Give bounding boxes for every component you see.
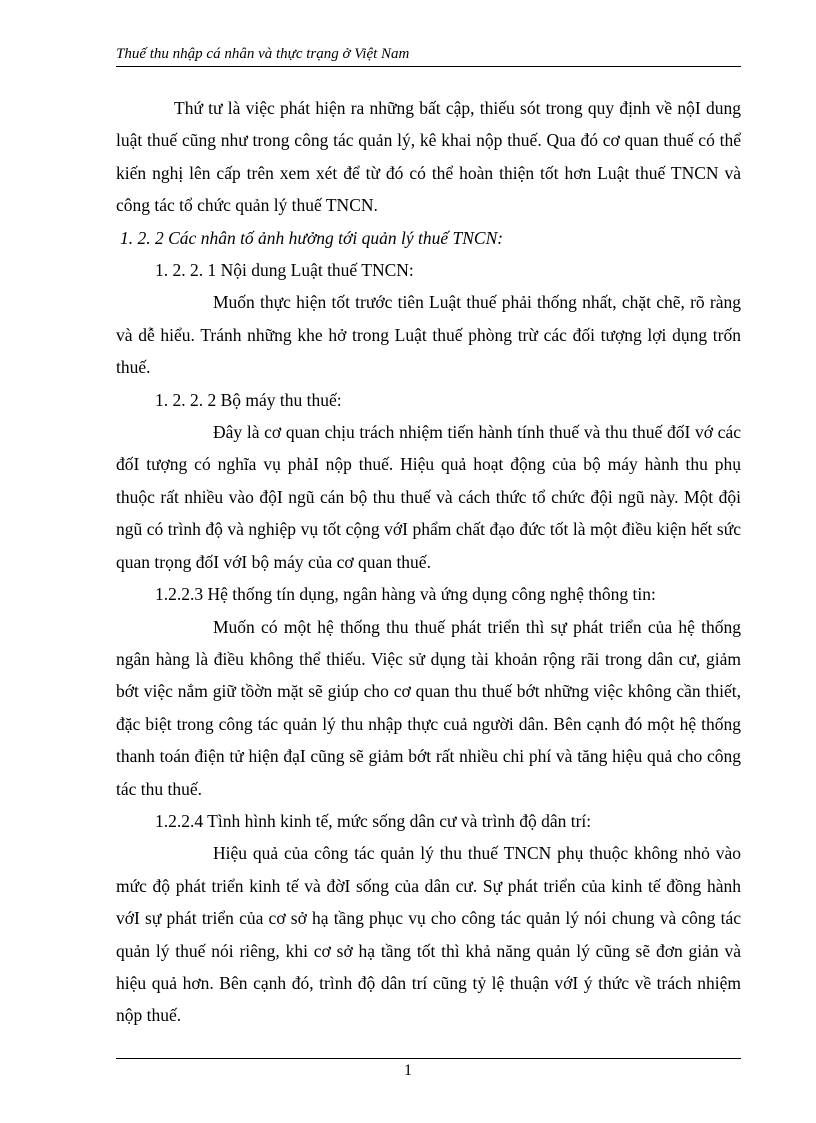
subsection-heading: 1. 2. 2. 1 Nội dung Luật thuế TNCN: bbox=[155, 260, 414, 281]
section-heading: 1. 2. 2 Các nhân tố ảnh hưởng tới quản lý thuế TNCN: bbox=[120, 227, 504, 248]
page-header bbox=[116, 44, 741, 67]
subsection-heading: 1.2.2.4 Tình hình kinh tế, mức sống dân cư và trình độ dân trí: bbox=[155, 810, 592, 831]
paragraph: Hiệu quả của công tác quản lý thu thuế TNCN phụ thuộc không nhỏ vào mức độ phát triển kinh tế và đờI sống của dân cư. Sự phát triển của kinh tế đồng hành vớI sự phát triển của cơ sở hạ tầng phục vụ cho công tác quản lý nói chung và công tác quản lý thuế nói riêng, khi cơ sở hạ tầng tốt thì khả năng quản lý cũng sẽ đơn giản và hiệu quả hơn. Bên cạnh đó, trình độ dân trí cũng tỷ lệ thuận vớI ý thức về trách nhiệm nộp thuế. bbox=[116, 843, 741, 1026]
paragraph: Thứ tư là việc phát hiện ra những bất cập, thiếu sót trong quy định về nộI dung luật thuế cũng như trong công tác quản lý, kê khai nộp thuế. Qua đó cơ quan thuế có thể kiến nghị lên cấp trên xem xét để từ đó có thể hoàn thiện tốt hơn Luật thuế TNCN và công tác tổ chức quản lý thuế TNCN. bbox=[116, 98, 741, 216]
paragraph: Đây là cơ quan chịu trách nhiệm tiến hành tính thuế và thu thuế đốI vớ các đốI tượng có nghĩa vụ phảI nộp thuế. Hiệu quả hoạt động của bộ máy hành thu phụ thuộc rất nhiều vào độI ngũ cán bộ thu thuế và cách thức tổ chức đội ngũ này. Một đội ngũ có trình độ và nghiệp vụ tốt cộng vớI phẩm chất đạo đức tốt là một điều kiện hết sức quan trọng đốI vớI bộ máy của cơ quan thuế. bbox=[116, 422, 741, 572]
paragraph: Muốn có một hệ thống thu thuế phát triển thì sự phát triển của hệ thống ngân hàng là điều không thể thiếu. Việc sử dụng tài khoản rộng rãi trong dân cư, giảm bớt việc nắm giữ tồờn mặt sẽ giúp cho cơ quan thu thuế bớt những việc không cần thiết, đặc biệt trong công tác quản lý thu nhập thực cuả người dân. Bên cạnh đó một hệ thống thanh toán điện tử hiện đạI cũng sẽ giảm bớt rất nhiều chi phí và tăng hiệu quả cho công tác thu thuế. bbox=[116, 616, 741, 799]
document-title: Thuế thu nhập cá nhân và thực trạng ở Việt Nam bbox=[116, 46, 410, 62]
paragraph: Muốn thực hiện tốt trước tiên Luật thuế phải thống nhất, chặt chẽ, rõ ràng và dễ hiểu. Tránh những khe hở trong Luật thuế phòng trừ các đối tượng lợi dụng trốn thuế. bbox=[116, 292, 741, 378]
page-number: 1 bbox=[404, 1062, 412, 1079]
subsection-heading: 1.2.2.3 Hệ thống tín dụng, ngân hàng và ứng dụng công nghệ thông tin: bbox=[155, 584, 656, 605]
subsection-heading: 1. 2. 2. 2 Bộ máy thu thuế: bbox=[155, 389, 342, 410]
document-body bbox=[116, 92, 741, 1032]
footer-divider bbox=[116, 1058, 741, 1059]
